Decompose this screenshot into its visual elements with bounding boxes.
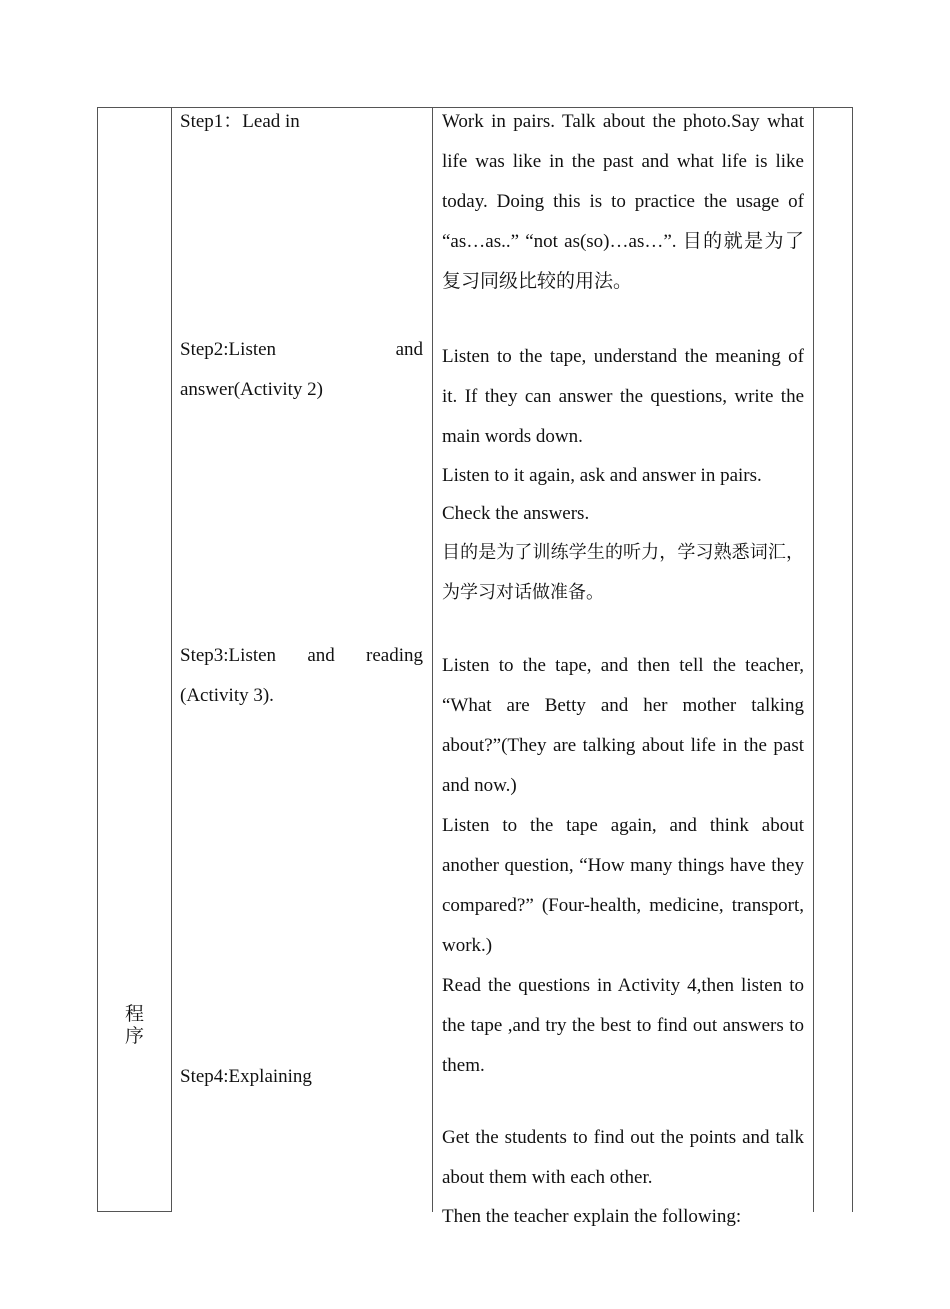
activity-2-purpose: 目的是为了训练学生的听力，学习熟悉词汇，为学习对话做准备。 bbox=[442, 542, 804, 603]
column-divider-3 bbox=[813, 107, 814, 1212]
step-3-title: Step3:Listen and reading (Activity 3). bbox=[180, 645, 423, 706]
activity-1-text: Work in pairs. Talk about the photo.Say what life was like in the past and what life is like today. Doing this is to practice the usage of “as…as..” “not as(so)…as…”. 目的就是为了复习同级比较的用法。 bbox=[442, 111, 804, 292]
activity-2-check: Check the answers. bbox=[442, 503, 590, 524]
activity-4 bbox=[442, 1118, 804, 1236]
table-right-border bbox=[852, 107, 853, 1212]
activity-3-read-questions: Read the questions in Activity 4,then listen to the tape ,and try the best to find out answers to them. bbox=[442, 975, 804, 1076]
activity-2 bbox=[442, 337, 804, 613]
column-divider-2 bbox=[432, 107, 433, 1212]
activity-3 bbox=[442, 646, 804, 1086]
activity-4-teacher-explain: Then the teacher explain the following: bbox=[442, 1206, 742, 1227]
activity-4-find-points: Get the students to find out the points and talk about them with each other. bbox=[442, 1127, 804, 1188]
activity-2-pairs: Listen to it again, ask and answer in pairs. bbox=[442, 465, 762, 486]
step-4-title: Step4:Explaining bbox=[180, 1066, 312, 1087]
activity-2-listen: Listen to the tape, understand the meaning of it. If they can answer the questions, write the main words down. bbox=[442, 346, 804, 447]
step-2-title: Step2:Listen and answer(Activity 2) bbox=[180, 339, 423, 400]
label-cell-bottom-border bbox=[97, 1211, 171, 1212]
activity-3-listen: Listen to the tape, and then tell the teacher, “What are Betty and her mother talking about?”(They are talking about life in the past and now.) bbox=[442, 655, 804, 796]
step-1-title: Step1：Lead in bbox=[180, 111, 300, 132]
column-divider-1 bbox=[171, 107, 172, 1212]
section-label: 程 序 bbox=[124, 1003, 144, 1047]
activity-3-listen-again: Listen to the tape again, and think about another question, “How many things have they compared?” (Four-health, medicine, transport, work.) bbox=[442, 815, 804, 956]
activity-1 bbox=[442, 102, 804, 302]
